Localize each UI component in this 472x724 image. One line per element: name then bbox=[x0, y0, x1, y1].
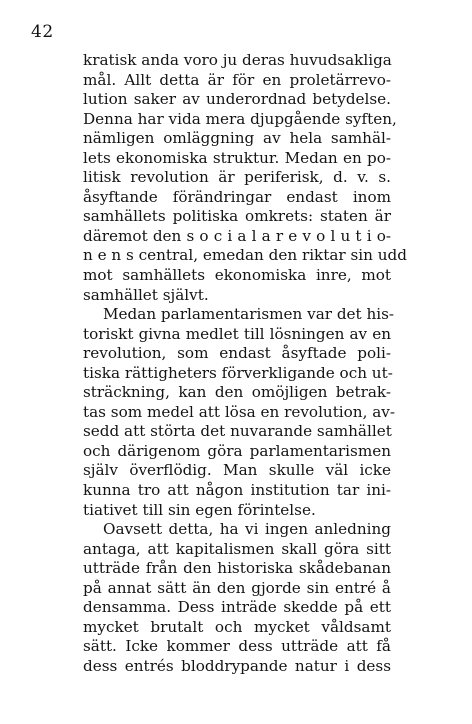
text-line: Medan parlamentarismen var det his- bbox=[103, 305, 395, 324]
text-line: n e n s central, emedan den riktar sin udd bbox=[83, 246, 407, 265]
text-line: tiativet till sin egen förintelse. bbox=[83, 500, 316, 519]
text-line: lution saker av underordnad betydelse. bbox=[83, 90, 391, 109]
text-line: Denna har vida mera djupgående syften, bbox=[83, 109, 397, 128]
text-line: mål. Allt detta är för en proletärrevo- bbox=[83, 70, 391, 89]
text-line: sträckning, kan den omöjligen betrak- bbox=[83, 383, 391, 402]
text-line: lets ekonomiska struktur. Medan en po- bbox=[83, 148, 391, 167]
text-line: antaga, att kapitalismen skall göra sitt bbox=[83, 539, 391, 558]
text-line: litisk revolution är periferisk, d. v. s. bbox=[83, 168, 391, 187]
text-line: själv överflödig. Man skulle väl icke bbox=[83, 461, 391, 480]
text-line: densamma. Dess inträde skedde på ett bbox=[83, 598, 391, 617]
text-line: mot samhällets ekonomiska inre, mot bbox=[83, 266, 391, 285]
text-line: utträde från den historiska skådebanan bbox=[83, 559, 391, 578]
text-line: däremot den s o c i a l a r e v o l u t i o- bbox=[83, 226, 391, 245]
text-line: och därigenom göra parlamentarismen bbox=[83, 441, 391, 460]
text-line: tiska rättigheters förverkligande och ut- bbox=[83, 363, 393, 382]
text-line: kunna tro att någon institution tar ini- bbox=[83, 481, 391, 500]
text-line: nämligen omläggning av hela samhäl- bbox=[83, 129, 391, 148]
text-line: åsyftande förändringar endast inom bbox=[83, 187, 391, 206]
text-line: toriskt givna medlet till lösningen av en bbox=[83, 324, 391, 343]
page-number: 42 bbox=[31, 22, 54, 42]
text-line: på annat sätt än den gjorde sin entré å bbox=[83, 578, 391, 597]
text-line: sätt. Icke kommer dess utträde att få bbox=[83, 637, 391, 656]
text-line: kratisk anda voro ju deras huvudsakliga bbox=[83, 51, 392, 69]
body-text bbox=[83, 51, 407, 677]
text-line: revolution, som endast åsyftade poli- bbox=[83, 344, 391, 363]
text-line: samhällets politiska omkrets: staten är bbox=[83, 207, 391, 226]
text-line: mycket brutalt och mycket våldsamt bbox=[83, 617, 391, 636]
text-line: Oavsett detta, ha vi ingen anledning bbox=[103, 520, 391, 539]
text-line: samhället självt. bbox=[83, 285, 209, 304]
text-line: sedd att störta det nuvarande samhället bbox=[83, 422, 392, 441]
text-line: tas som medel att lösa en revolution, av- bbox=[83, 402, 396, 421]
text-line: dess entrés bloddrypande natur i dess bbox=[83, 656, 391, 675]
